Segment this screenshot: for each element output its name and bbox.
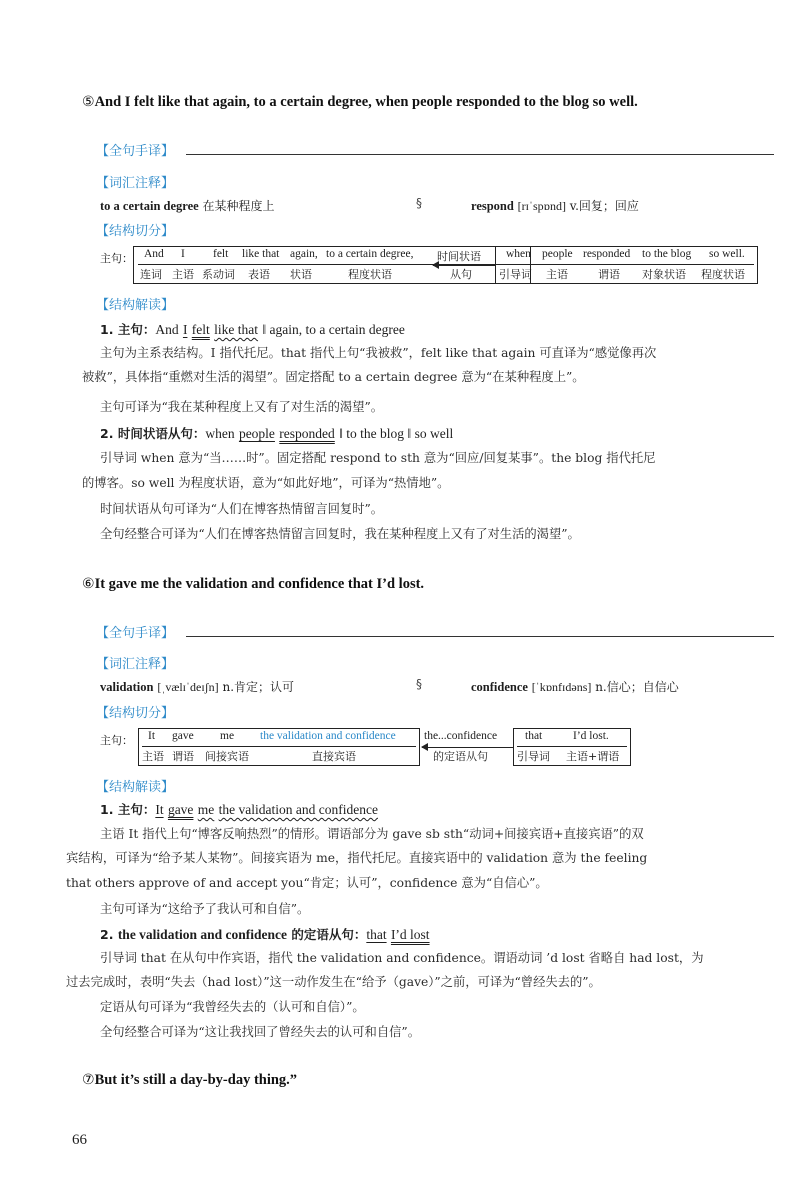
translation-blank-line[interactable] [186,636,774,637]
word: when [506,248,531,260]
role: 连词 [140,268,162,281]
analysis-paragraph: 过去完成时，表明“失去（had lost）”这一动作发生在“给予（gave）”之前，可译为“曾经失去的”。 [66,975,601,989]
sentence-number: ⑤ [82,94,95,110]
label-structure-analysis: 【结构解读】 [96,780,175,795]
role: 谓语 [598,268,620,281]
analysis-heading: 1. 主句：It gave me the validation and confidence [100,802,378,817]
analysis-paragraph: 时间状语从句可译为“人们在博客热情留言回复时”。 [100,502,384,516]
role: 引导词 [499,268,532,281]
clause-type-label: 从句 [450,268,472,281]
word: gave [172,730,194,742]
word: responded [583,248,631,260]
word: so well. [709,248,745,260]
word: And [144,248,164,260]
sentence-7 [82,1072,297,1089]
word: like that [242,248,280,260]
analysis-paragraph: 引导词 when 意为“当……时”。固定搭配 respond to sth 意为“回应/回复某事”。the blog 指代托尼 [100,451,656,465]
word: that [525,730,543,742]
word: me [220,730,235,742]
main-clause-label: 主句： [100,734,133,747]
label-structure-split: 【结构切分】 [96,706,175,721]
word: I’d lost. [573,730,609,742]
word: to the blog [642,248,692,260]
sentence-5 [82,94,638,111]
clause-type-label: 的定语从句 [433,750,488,763]
analysis-paragraph: 的博客。so well 为程度状语，意为“如此好地”，可译为“热情地”。 [82,476,450,490]
analysis-paragraph: that others approve of and accept you“肯定；认可”，confidence 意为“自信心”。 [66,876,548,890]
word: people [542,248,573,260]
role: 主语 [142,750,164,763]
role: 直接宾语 [312,750,356,763]
role: 程度状语 [701,268,745,281]
label-vocabulary: 【词汇注释】 [96,657,175,672]
clause-type-label: 时间状语 [437,250,481,263]
translation-blank-line[interactable] [186,154,774,155]
label-full-translation: 【全句手译】 [96,626,175,641]
role: 主语 [546,268,568,281]
analysis-paragraph: 被救”，具体指“重燃对生活的渴望”。固定搭配 to a certain degree 意为“在某种程度上”。 [82,370,585,384]
word: the validation and confidence [260,730,396,742]
role: 表语 [248,268,270,281]
analysis-paragraph: 宾结构，可译为“给予某人某物”。间接宾语为 me，指代托尼。直接宾语中的 validation 意为 the feeling [66,851,648,865]
role: 主语 [172,268,194,281]
label-structure-analysis: 【结构解读】 [96,298,175,313]
analysis-paragraph: 定语从句可译为“我曾经失去的（认可和自信）”。 [100,1000,365,1014]
divider-line [142,746,416,747]
role: 对象状语 [642,268,686,281]
sentence-text: It gave me the validation and confidence that I’d lost. [94,576,425,592]
sentence-text: But it’s still a day-by-day thing.” [94,1072,298,1088]
analysis-paragraph: 主语 It 指代上句“博客反响热烈”的情形。谓语部分为 gave sb sth“动词+间接宾语+直接宾语”的双 [100,827,644,841]
page-number: 66 [72,1132,87,1148]
analysis-paragraph: 主句可译为“这给予了我认可和自信”。 [100,902,310,916]
vocab-item: validation [ˌvælɪˈdeɪʃn] n.肯定；认可 [100,680,295,694]
vocab-item: confidence [ˈkɒnfɪdəns] n.信心；自信心 [471,680,679,694]
word: It [148,730,156,742]
analysis-paragraph: 全句经整合可译为“人们在博客热情留言回复时，我在某种程度上又有了对生活的渴望”。 [100,527,580,541]
word: I [181,248,185,260]
role: 引导词 [517,750,550,763]
analysis-heading: 1. 主句：And I felt like that ‖ again, to a certain degree [100,322,405,337]
label-full-translation: 【全句手译】 [96,144,175,159]
clause-type-label: the...confidence [424,730,498,742]
analysis-paragraph: 主句可译为“我在某种程度上又有了对生活的渴望”。 [100,400,384,414]
word: felt [213,248,229,260]
main-clause-label: 主句： [100,252,133,265]
vocab-separator: § [416,196,422,210]
vocab-item: to a certain degree 在某种程度上 [100,199,275,213]
sentence-text: And I felt like that again, to a certain degree, when people responded to the blog so well. [94,94,638,110]
label-vocabulary: 【词汇注释】 [96,176,175,191]
word: again, [290,248,318,260]
role: 主语+谓语 [566,750,620,763]
label-structure-split: 【结构切分】 [96,224,175,239]
vocab-item: respond [rɪˈspɒnd] v.回复；回应 [471,199,639,213]
divider-line [517,746,627,747]
role: 状语 [290,268,312,281]
analysis-paragraph: 引导词 that 在从句中作宾语，指代 the validation and confidence。谓语动词 ’d lost 省略自 had lost，为 [100,951,704,965]
sentence-number: ⑥ [82,576,95,592]
role: 程度状语 [348,268,392,281]
structure-diagram [100,244,770,286]
sentence-number: ⑦ [82,1072,95,1088]
role: 谓语 [172,750,194,763]
analysis-paragraph: 全句经整合可译为“这让我找回了曾经失去的认可和自信”。 [100,1025,420,1039]
vocab-separator: § [416,677,422,691]
role: 系动词 [202,268,235,281]
sentence-6 [82,576,424,593]
analysis-heading: 2. 时间状语从句：when people responded ‖ to the blog ‖ so well [100,426,454,441]
role: 间接宾语 [205,750,249,763]
word: to a certain degree, [326,248,414,260]
structure-diagram [100,726,640,768]
analysis-paragraph: 主句为主系表结构。I 指代托尼。that 指代上句“我被救”，felt like that again 可直译为“感觉像再次 [100,346,657,360]
analysis-heading: 2. the validation and confidence 的定语从句：that I’d lost [100,927,430,942]
divider-line [499,264,754,265]
